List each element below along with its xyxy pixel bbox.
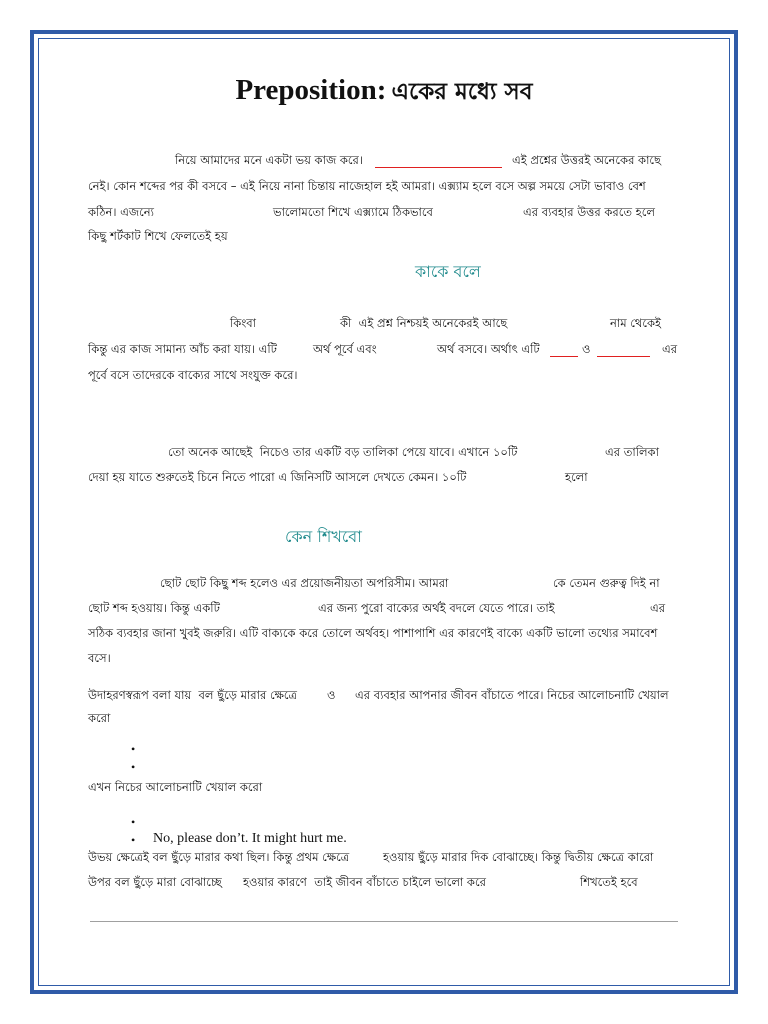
paragraph-1-text: নেই। কোন শব্দের পর কী বসবে – এই নিয়ে নানা চিন্তায় নাজেহাল হই আমরা। এক্স্যাম হলে বসে অল্প সময়ে সেটা ভাবাও বেশ xyxy=(88,179,646,193)
paragraph-2-text: অর্থ বসবে। অর্থাৎ এটি xyxy=(437,342,540,356)
paragraph-2-text: এর xyxy=(662,342,678,356)
title-bengali: একের মধ্যে সব xyxy=(391,79,533,105)
paragraph-4-text: সঠিক ব্যবহার জানা খুবই জরুরি। এটি বাক্যকে করে তোলে অর্থবহ। পাশাপাশি এর কারণেই বাক্যে একটি ভালো তথ্যের সমাবেশ xyxy=(88,626,658,640)
title-english: Preposition: xyxy=(235,74,387,106)
paragraph-1-text: নিয়ে আমাদের মনে একটা ভয় কাজ করে। xyxy=(175,153,363,167)
paragraph-2-text: ও xyxy=(582,342,591,356)
answer-blank xyxy=(375,167,502,168)
bullet-icon: • xyxy=(131,760,136,774)
paragraph-6-text: উভয় ক্ষেত্রেই বল ছুঁড়ে মারার কথা ছিল। কিন্তু প্রথম ক্ষেত্রে xyxy=(88,850,350,864)
paragraph-2-text: পূর্বে বসে তাদেরকে বাক্যের সাথে সংযুক্ত করে। xyxy=(88,368,298,382)
bullet-icon: • xyxy=(131,833,136,847)
bullet-icon: • xyxy=(131,815,136,829)
paragraph-2-text: কী এই প্রশ্ন নিশ্চয়ই অনেকেরই আছে xyxy=(340,316,508,330)
paragraph-5-text: উদাহরণস্বরূপ বলা যায় বল ছুঁড়ে মারার ক্ষেত্রে xyxy=(88,688,297,702)
paragraph-6-text: উপর বল ছুঁড়ে মারা বোঝাচ্ছে xyxy=(88,875,222,889)
paragraph-4-text: কে তেমন গুরুত্ব দিই না xyxy=(553,576,660,590)
bullet-example-text: No, please don’t. It might hurt me. xyxy=(153,831,347,846)
instruction-text: এখন নিচের আলোচনাটি খেয়াল করো xyxy=(88,780,263,794)
paragraph-2-text: কিন্তু এর কাজ সামান্য আঁচ করা যায়। এটি xyxy=(88,342,277,356)
paragraph-6-text: হওয়ায় ছুঁড়ে মারার দিক বোঝাচ্ছে। কিন্তু দ্বিতীয় ক্ষেত্রে কারো xyxy=(383,850,654,864)
paragraph-3-text: এর তালিকা xyxy=(605,445,659,459)
section-heading-what: কাকে বলে xyxy=(415,262,481,281)
paragraph-1-text: ভালোমতো শিখে এক্স্যামে ঠিকভাবে xyxy=(273,205,433,219)
paragraph-2-text: অর্থ পূর্বে এবং xyxy=(313,342,377,356)
paragraph-3-text: তো অনেক আছেই নিচেও তার একটি বড় তালিকা পেয়ে যাবে। এখানে ১০টি xyxy=(168,445,518,459)
paragraph-1-text: কিছু শর্টকাট শিখে ফেলতেই হয় xyxy=(88,229,228,243)
paragraph-3-text: হলো xyxy=(565,470,588,484)
answer-blank xyxy=(597,356,650,357)
paragraph-5-text: ও xyxy=(327,688,336,702)
paragraph-3-text: দেয়া হয় যাতে শুরুতেই চিনে নিতে পারো এ জিনিসটি আসলে দেখতে কেমন। ১০টি xyxy=(88,470,467,484)
section-heading-why: কেন শিখবো xyxy=(285,527,362,546)
page-title xyxy=(0,71,768,113)
paragraph-6-text: শিখতেই হবে xyxy=(580,875,638,889)
paragraph-1-text: এই প্রশ্নের উত্তরই অনেকের কাছে xyxy=(512,153,662,167)
paragraph-4-text: বসে। xyxy=(88,651,111,665)
footer-divider xyxy=(90,921,678,922)
paragraph-1-text: এর ব্যবহার উত্তর করতে হলে xyxy=(523,205,655,219)
paragraph-1-text: কঠিন। এজন্যে xyxy=(88,205,154,219)
paragraph-4-text: ছোট ছোট কিছু শব্দ হলেও এর প্রয়োজনীয়তা অপরিসীম। আমরা xyxy=(160,576,449,590)
paragraph-5-text: এর ব্যবহার আপনার জীবন বাঁচাতে পারে। নিচের আলোচনাটি খেয়াল xyxy=(355,688,669,702)
answer-blank xyxy=(550,356,578,357)
paragraph-6-text: হওয়ার কারণে তাই জীবন বাঁচাতে চাইলে ভালো করে xyxy=(243,875,486,889)
paragraph-4-text: এর জন্য পুরো বাক্যের অর্থই বদলে যেতে পারে। তাই xyxy=(318,601,555,615)
paragraph-2-text: নাম থেকেই xyxy=(610,316,662,330)
paragraph-4-text: ছোট শব্দ হওয়ায়। কিন্তু একটি xyxy=(88,601,220,615)
paragraph-2-text: কিংবা xyxy=(230,316,257,330)
paragraph-4-text: এর xyxy=(650,601,666,615)
bullet-icon: • xyxy=(131,742,136,756)
paragraph-5-text: করো xyxy=(88,711,111,725)
